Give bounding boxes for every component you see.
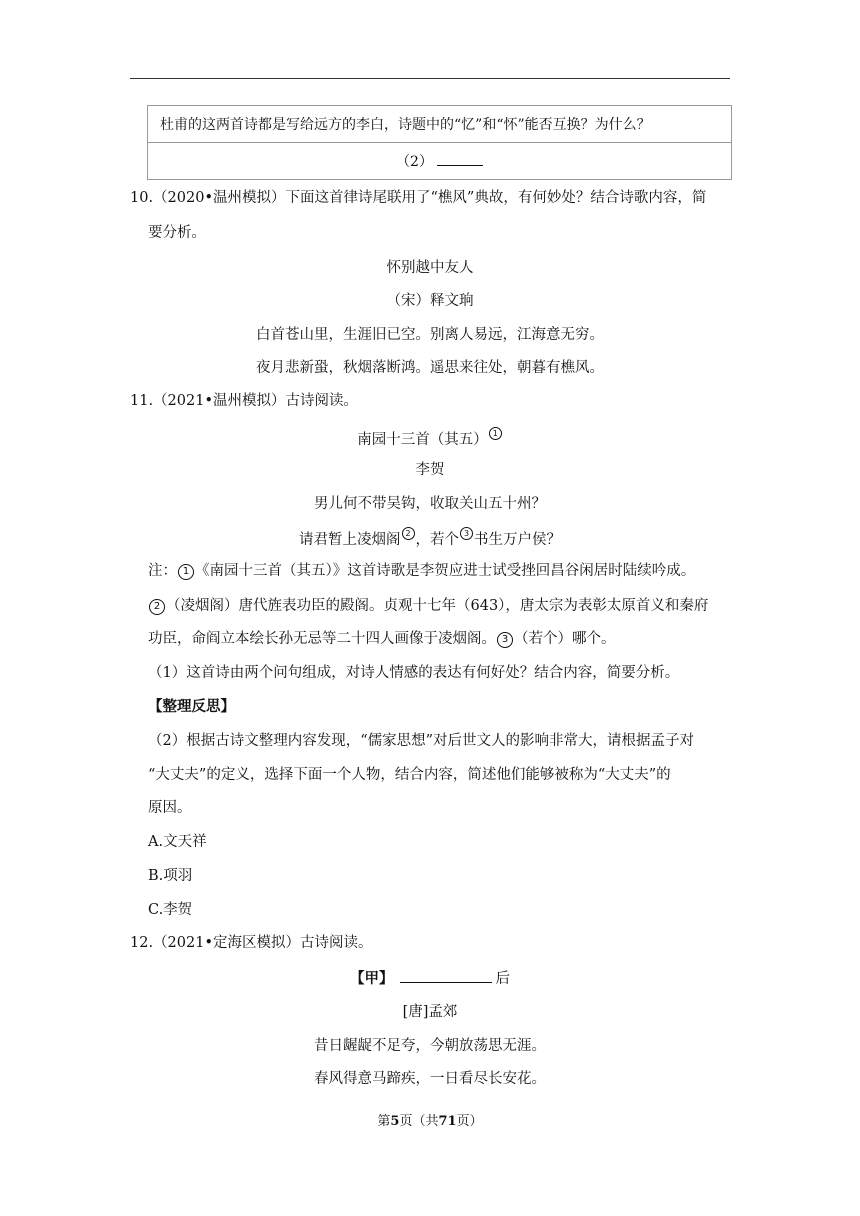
q11-sub1: （1）这首诗由两个问句组成，对诗人情感的表达有何好处？结合内容，简要分析。 xyxy=(148,665,680,681)
note-3-text: （若个）哪个。 xyxy=(514,631,616,647)
q11-verse2-part-b: ，若个 xyxy=(415,532,459,548)
option-c: C.李贺 xyxy=(148,902,193,918)
footer-page-total: 71 xyxy=(438,1114,457,1129)
note-1-text: 《南园十三首（其五）》这首诗歌是李贺应进士试受挫回昌谷闲居时陆续吟成。 xyxy=(195,563,696,579)
q10-verse-2: 夜月悲新蛩，秋烟落断鸿。遥思来往处，朝暮有樵风。 xyxy=(256,360,604,376)
q11-note-line1 xyxy=(148,561,695,581)
header-rule xyxy=(130,78,730,79)
q11-poem-author: 李贺 xyxy=(415,462,445,478)
note-marker-3: 3 xyxy=(497,632,513,648)
q11-reflect-heading: 【整理反思】 xyxy=(148,698,235,715)
option-b: B.项羽 xyxy=(148,868,193,884)
q12-poem-title xyxy=(130,968,730,989)
footer-suffix: 页） xyxy=(456,1114,483,1129)
q11-sub2-line3: 原因。 xyxy=(148,800,192,816)
answer-table xyxy=(147,105,732,180)
q12-title-prefix: 【甲】 xyxy=(350,970,394,987)
q10-stem-line2: 要分析。 xyxy=(148,225,206,241)
q10-stem-line1: 10.（2020•温州模拟）下面这首律诗尾联用了“樵风”典故，有何妙处？结合诗歌内容，简 xyxy=(130,190,707,206)
q11-sub2-line2: “大丈夫”的定义，选择下面一个人物，结合内容，简述他们能够被称为“大丈夫”的 xyxy=(148,767,671,783)
note-prefix: 注： xyxy=(148,563,177,579)
note-marker-2: 2 xyxy=(149,599,165,615)
footer-prefix: 第 xyxy=(377,1114,391,1129)
table-row-question: 杜甫的这两首诗都是写给远方的李白，诗题中的“忆”和“怀”能否互换？为什么？ xyxy=(148,106,732,143)
note-2-continued: 功臣，命阎立本绘长孙无忌等二十四人画像于凌烟阁。 xyxy=(148,631,496,647)
note-marker-1: 1 xyxy=(178,564,194,580)
q11-verse-1: 男儿何不带吴钩，收取关山五十州？ xyxy=(314,496,546,512)
q12-title-blank[interactable] xyxy=(400,968,492,983)
q11-note-line3 xyxy=(148,629,616,649)
q10-poem-author: （宋）释文珦 xyxy=(386,293,474,309)
q11-verse2-part-c: 书生万户侯？ xyxy=(474,532,561,548)
note-2-text: （凌烟阁）唐代旌表功臣的殿阁。贞观十七年（643），唐太宗为表彰太原首义和秦府 xyxy=(166,598,709,614)
q11-poem-title xyxy=(130,427,730,450)
page-footer xyxy=(130,1110,730,1129)
footnote-marker-1: 1 xyxy=(489,427,502,440)
footer-page-number: 5 xyxy=(390,1114,400,1129)
q11-verse-2 xyxy=(130,527,730,550)
q12-verse-1: 昔日龌龊不足夸，今朝放荡思无涯。 xyxy=(314,1038,546,1054)
q12-poem-author: [唐]孟郊 xyxy=(402,1004,458,1020)
answer-label: （2） xyxy=(396,154,433,170)
footer-middle: 页（共 xyxy=(399,1114,439,1129)
q11-stem: 11.（2021•温州模拟）古诗阅读。 xyxy=(130,393,359,409)
q12-title-suffix: 后 xyxy=(495,971,510,987)
answer-blank[interactable] xyxy=(437,151,483,166)
footnote-marker-2: 2 xyxy=(402,527,415,540)
q11-sub2-line1: （2）根据古诗文整理内容发现，“儒家思想”对后世文人的影响非常大，请根据孟子对 xyxy=(148,733,695,749)
option-a: A.文天祥 xyxy=(148,834,207,850)
q12-stem: 12.（2021•定海区模拟）古诗阅读。 xyxy=(130,935,373,951)
q10-poem-title: 怀别越中友人 xyxy=(386,260,474,276)
q11-title-text: 南园十三首（其五） xyxy=(357,432,488,448)
footnote-marker-3: 3 xyxy=(460,527,473,540)
table-row-answer xyxy=(148,143,732,180)
q10-verse-1: 白首苍山里，生涯旧已空。别离人易远，江海意无穷。 xyxy=(256,327,604,343)
q12-verse-2: 春风得意马蹄疾，一日看尽长安花。 xyxy=(314,1071,546,1087)
q11-note-line2 xyxy=(148,596,708,616)
q11-verse2-part-a: 请君暂上凌烟阁 xyxy=(299,532,401,548)
